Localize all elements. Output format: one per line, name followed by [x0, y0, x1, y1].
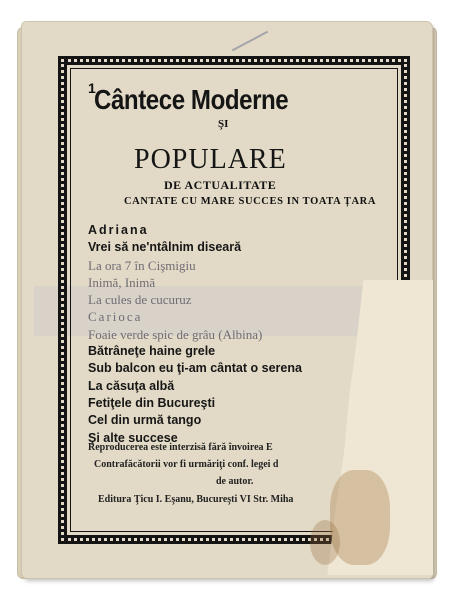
issue-number: 1: [88, 80, 96, 96]
title-main: Cântece Moderne: [94, 84, 289, 115]
song-item: Bătrâneţe haine grele: [88, 344, 216, 359]
subtitle-actuality: DE ACTUALITATE: [164, 178, 277, 192]
song-item: Carioca: [88, 309, 143, 325]
song-item: La cules de cucuruz: [88, 292, 192, 308]
copyright-notice: Reproducerea este interzisă fără învoirea E: [88, 442, 273, 453]
song-item: Foaie verde spic de grâu (Albina): [88, 326, 263, 342]
song-item: Cel din urmă tango: [88, 413, 202, 428]
title-conjunction: ŞI: [218, 118, 229, 130]
song-item: La căsuţa albă: [88, 378, 175, 393]
water-stain-small: [310, 520, 340, 565]
subtitle-success: CANTATE CU MARE SUCCES IN TOATA ȚARA: [124, 196, 377, 207]
title-secondary: POPULARE: [134, 144, 287, 175]
song-item: Adriana: [88, 223, 149, 237]
song-item: Fetiţele din Bucureşti: [88, 395, 216, 410]
song-item: La ora 7 în Cişmigiu: [88, 257, 196, 273]
song-item: Inimă, Inimă: [88, 274, 156, 290]
copyright-warning: Contrafăcătorii vor fi urmăriţi conf. legei d: [94, 459, 279, 470]
song-item: Vrei să ne'ntâlnim diseară: [88, 240, 242, 255]
publisher-imprint: Editura Ţicu I. Eşanu, Bucureşti VI Str. Miha: [98, 494, 294, 505]
song-list: [88, 222, 302, 447]
song-item: Sub balcon eu ţi-am cântat o serena: [88, 361, 302, 376]
song-item: Şi alte succese: [88, 430, 178, 445]
copyright-author: de autor.: [216, 476, 254, 487]
water-stain: [330, 470, 390, 565]
